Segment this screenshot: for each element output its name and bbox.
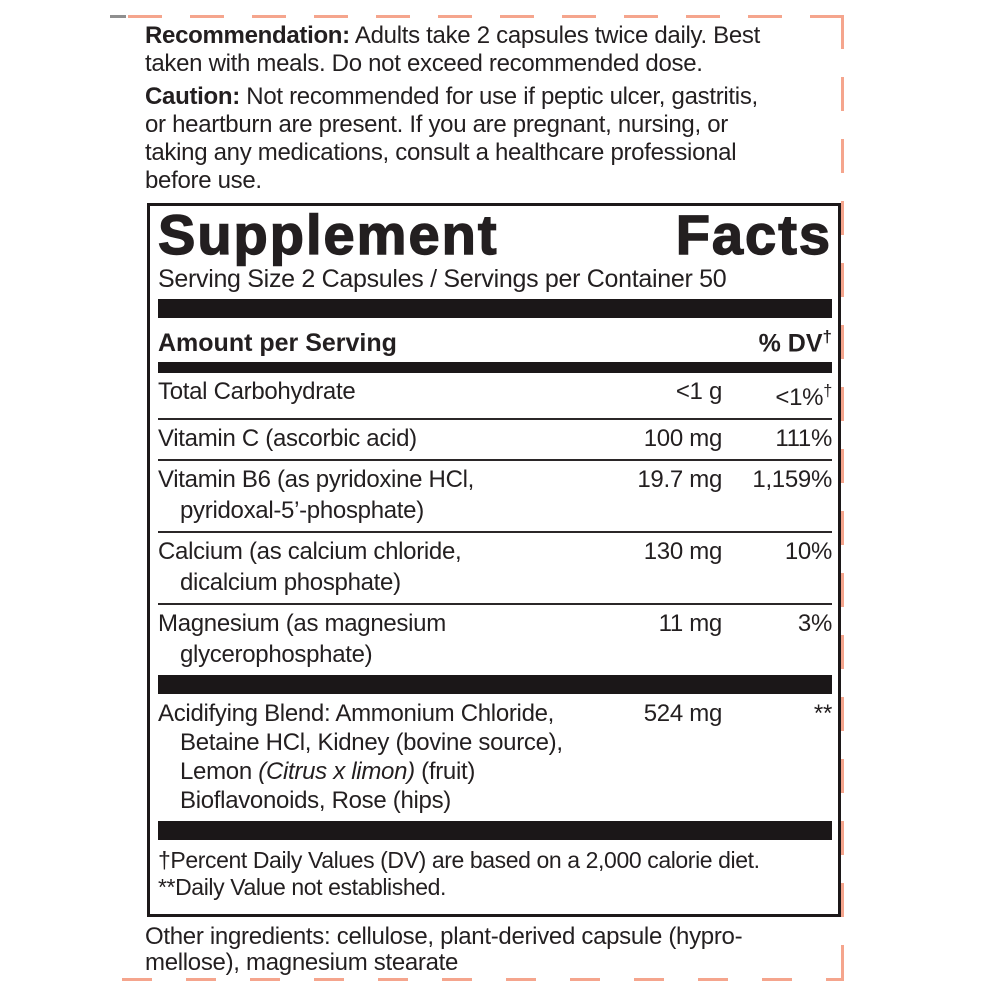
caution-paragraph [145, 83, 850, 195]
nutrient-name: Vitamin C (ascorbic acid) [158, 425, 417, 453]
nutrient-name-wrap: glycerophosphate) [180, 641, 373, 669]
nutrient-amount: 130 mg [643, 538, 722, 566]
divider-bar-thick [158, 675, 832, 694]
nutrient-dv: 10% [784, 538, 832, 566]
divider-bar-medium [158, 362, 832, 373]
nutrient-name-wrap: pyridoxal-5’-phosphate) [180, 497, 424, 525]
caution-line: Caution: Not recommended for use if peptic ulcer, gastritis, [145, 83, 758, 110]
dagger-symbol: † [823, 382, 832, 401]
nutrient-amount: 11 mg [658, 610, 722, 638]
table-row-vitamin-b6 [158, 459, 832, 531]
divider-bar-thick [158, 821, 832, 840]
nutrient-name: Calcium (as calcium chloride, [158, 538, 462, 566]
nutrient-name: Magnesium (as magnesium [158, 610, 446, 638]
recommendation-line: Recommendation: Adults take 2 capsules twice daily. Best [145, 22, 760, 49]
blend-ingredients-line: Lemon (Citrus x limon) (fruit) [180, 758, 476, 786]
caution-line: before use. [145, 167, 262, 194]
table-row-calcium [158, 531, 832, 603]
panel-title-word: Supplement [158, 203, 499, 266]
caution-label: Caution: [145, 83, 240, 110]
nutrient-amount: <1 g [675, 378, 722, 406]
die-cut-line-bottom [122, 978, 844, 981]
caution-line: or heartburn are present. If you are pregnant, nursing, or [145, 111, 728, 138]
percent-dv-header: % DV† [758, 327, 832, 358]
table-header-row [158, 318, 832, 362]
blend-ingredients-line: Betaine HCl, Kidney (bovine source), [180, 729, 563, 757]
table-row-vitamin-c [158, 418, 832, 459]
divider-bar-thick [158, 299, 832, 318]
table-row-magnesium [158, 603, 832, 675]
table-row-acidifying-blend [158, 694, 832, 821]
serving-size-line: Serving Size 2 Capsules / Servings per Container 50 [158, 265, 727, 293]
other-ingredients-line: mellose), magnesium stearate [145, 949, 459, 976]
caution-line: taking any medications, consult a healthcare professional [145, 139, 737, 166]
dagger-symbol: † [822, 327, 832, 346]
other-ingredients [145, 924, 855, 976]
footnote-dv-not-established: **Daily Value not established. [158, 874, 447, 901]
nutrient-amount: 19.7 mg [637, 466, 722, 494]
nutrient-dv: 3% [797, 610, 832, 638]
corner-registration-mark [110, 15, 126, 18]
recommendation-label: Recommendation: [145, 22, 350, 49]
nutrient-dv: 1,159% [752, 466, 832, 494]
die-cut-line-top [128, 15, 842, 18]
blend-name: Acidifying Blend: Ammonium Chloride, [158, 700, 555, 728]
amount-per-serving-header: Amount per Serving [158, 329, 397, 358]
footnotes [158, 840, 832, 901]
panel-title [158, 203, 832, 266]
usage-directions [145, 22, 850, 195]
blend-dv: ** [813, 700, 832, 728]
footnote-daily-values: †Percent Daily Values (DV) are based on a 2,000 calorie diet. [158, 847, 760, 874]
nutrient-dv: <1%† [775, 382, 832, 412]
blend-amount: 524 mg [643, 700, 722, 728]
nutrient-name: Vitamin B6 (as pyridoxine HCl, [158, 466, 475, 494]
supplement-facts-panel [147, 203, 841, 917]
blend-ingredients-line: Bioflavonoids, Rose (hips) [180, 787, 452, 815]
other-ingredients-line: Other ingredients: cellulose, plant-derived capsule (hypro- [145, 923, 743, 950]
recommendation-line: taken with meals. Do not exceed recommended dose. [145, 50, 703, 77]
nutrient-amount: 100 mg [643, 425, 722, 453]
recommendation-paragraph [145, 22, 850, 78]
table-row-total-carbohydrate [158, 373, 832, 418]
nutrient-name: Total Carbohydrate [158, 378, 356, 406]
botanical-name: (Citrus x limon) [258, 758, 415, 786]
panel-title-word: Facts [675, 203, 832, 266]
nutrient-dv: 111% [775, 425, 832, 453]
nutrient-name-wrap: dicalcium phosphate) [180, 569, 401, 597]
